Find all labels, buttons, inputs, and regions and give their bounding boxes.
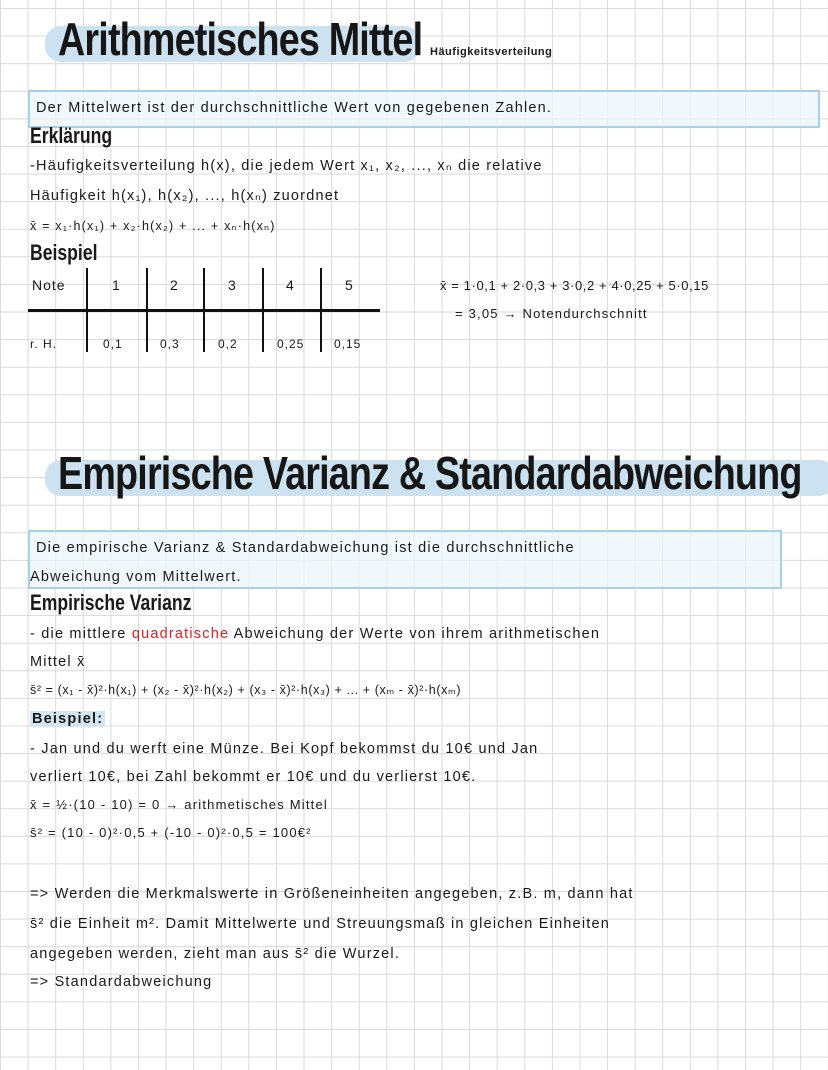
example-label: [30, 711, 105, 727]
mean-formula: x̄ = x₁·h(x₁) + x₂·h(x₂) + ... + xₙ·h(xₙ): [30, 219, 276, 233]
example-line: x̄ = ½·(10 - 10) = 0 → arithmetisches Mittel: [30, 797, 328, 812]
section-title-arithmetic-mean: Arithmetisches Mittel: [58, 13, 423, 65]
text: Abweichung der Werte von ihrem arithmetischen: [229, 626, 601, 642]
definition-box: [28, 90, 820, 128]
note-cell: 5: [345, 277, 354, 293]
note-cell: 3: [228, 277, 237, 293]
explanation-line: -Häufigkeitsverteilung h(x), die jedem Wert x₁, x₂, ..., xₙ die relative: [30, 158, 543, 174]
mean-calculation: x̄ = 1·0,1 + 2·0,3 + 3·0,2 + 4·0,25 + 5·0,15: [440, 278, 709, 293]
freq-cell: 0,25: [277, 337, 305, 351]
conclusion-line: => Standardabweichung: [30, 974, 213, 990]
definition-box: [28, 530, 782, 589]
definition-text: Die empirische Varianz & Standardabweichung ist die durchschnittliche: [36, 540, 575, 556]
variance-description: Mittel x̄: [30, 654, 86, 670]
explanation-line: Häufigkeit h(x₁), h(x₂), ..., h(xₙ) zuordnet: [30, 188, 340, 204]
definition-text: Abweichung vom Mittelwert.: [30, 569, 242, 585]
mean-result: = 3,05 → Notendurchschnitt: [455, 306, 648, 321]
heading-empirical-variance: Empirische Varianz: [30, 590, 192, 615]
text: - die mittlere: [30, 626, 132, 642]
conclusion-line: angegeben werden, zieht man aus s̄² die Wurzel.: [30, 946, 401, 962]
freq-cell: 0,1: [103, 337, 123, 351]
section-title-variance: Empirische Varianz & Standardabweichung: [58, 447, 802, 499]
table-header-rule: [28, 309, 380, 312]
freq-cell: 0,2: [218, 337, 238, 351]
variance-formula: s̄² = (x₁ - x̄)²·h(x₁) + (x₂ - x̄)²·h(x₂) + (x₃ - x̄)²·h(x₃) + ... + (xₘ - x̄)²·h(xₘ): [30, 683, 462, 697]
note-cell: 2: [170, 277, 179, 293]
row-header-note: Note: [32, 277, 66, 293]
example-line: verliert 10€, bei Zahl bekommt er 10€ und du verlierst 10€.: [30, 769, 477, 785]
highlighted-word: quadratische: [131, 626, 230, 642]
freq-cell: 0,3: [160, 337, 180, 351]
example-label-text: Beispiel:: [32, 711, 104, 727]
conclusion-line: s̄² die Einheit m². Damit Mittelwerte und Streuungsmaß in gleichen Einheiten: [30, 916, 611, 932]
variance-description: [30, 626, 600, 642]
row-header-rh: r. H.: [30, 337, 58, 351]
definition-text: Der Mittelwert ist der durchschnittliche Wert von gegebenen Zahlen.: [36, 100, 553, 116]
note-cell: 4: [286, 277, 295, 293]
freq-cell: 0,15: [334, 337, 362, 351]
conclusion-line: => Werden die Merkmalswerte in Größeneinheiten angegeben, z.B. m, dann hat: [30, 886, 634, 902]
note-cell: 1: [112, 277, 121, 293]
heading-example: Beispiel: [30, 240, 98, 265]
example-line: s̄² = (10 - 0)²·0,5 + (-10 - 0)²·0,5 = 100€²: [30, 825, 312, 840]
heading-explanation: Erklärung: [30, 123, 113, 148]
section-subtitle: Häufigkeitsverteilung: [430, 46, 553, 58]
example-line: - Jan und du werft eine Münze. Bei Kopf bekommst du 10€ und Jan: [30, 741, 539, 757]
